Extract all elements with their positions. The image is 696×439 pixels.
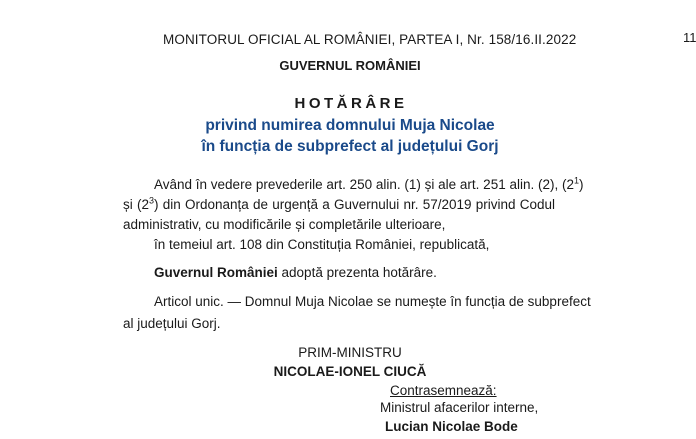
article-line-1: Articol unic. — Domnul Muja Nicolae se numește în funcția de subprefect bbox=[154, 294, 591, 309]
minister-name: Lucian Nicolae Bode bbox=[385, 419, 518, 434]
minister-role: Ministrul afacerilor interne, bbox=[380, 400, 539, 415]
preamble-line-4: în temeiul art. 108 din Constituția României, republicată, bbox=[154, 237, 490, 252]
page-number: 11 bbox=[683, 30, 696, 45]
preamble-line-1: Având în vedere prevederile art. 250 alin. (1) și ale art. 251 alin. (2), $(2^1)$ bbox=[154, 175, 584, 192]
signatory-role: PRIM-MINISTRU bbox=[298, 345, 402, 360]
publication-name: MONITORUL OFICIAL AL ROMÂNIEI bbox=[163, 32, 392, 47]
document-title: HOTĂRÂRE bbox=[294, 95, 408, 112]
document-subtitle-line1: privind numirea domnului Muja Nicolae bbox=[205, 117, 495, 134]
article-line-2: al județului Gorj. bbox=[123, 316, 221, 331]
adoption-statement bbox=[154, 265, 437, 280]
preamble-line-3: administrativ, cu modificările și completările ulterioare, bbox=[123, 217, 446, 232]
document-subtitle-line2: în funcția de subprefect al județului Gorj bbox=[201, 138, 499, 155]
preamble-line-2: și $(2^3)$ din Ordonanța de urgență a Guvernului nr. 57/2019 privind Codul bbox=[123, 195, 555, 212]
issuer-heading: GUVERNUL ROMÂNIEI bbox=[279, 58, 421, 73]
page-header bbox=[163, 32, 576, 47]
countersign-label: Contrasemnează: bbox=[390, 383, 497, 398]
adoption-subject: Guvernul României bbox=[154, 265, 278, 280]
adoption-text: adoptă prezenta hotărâre. bbox=[277, 265, 437, 280]
publication-part: , PARTEA I, Nr. 158/16.II.2022 bbox=[391, 32, 577, 47]
signatory-name: NICOLAE-IONEL CIUCĂ bbox=[273, 364, 427, 379]
